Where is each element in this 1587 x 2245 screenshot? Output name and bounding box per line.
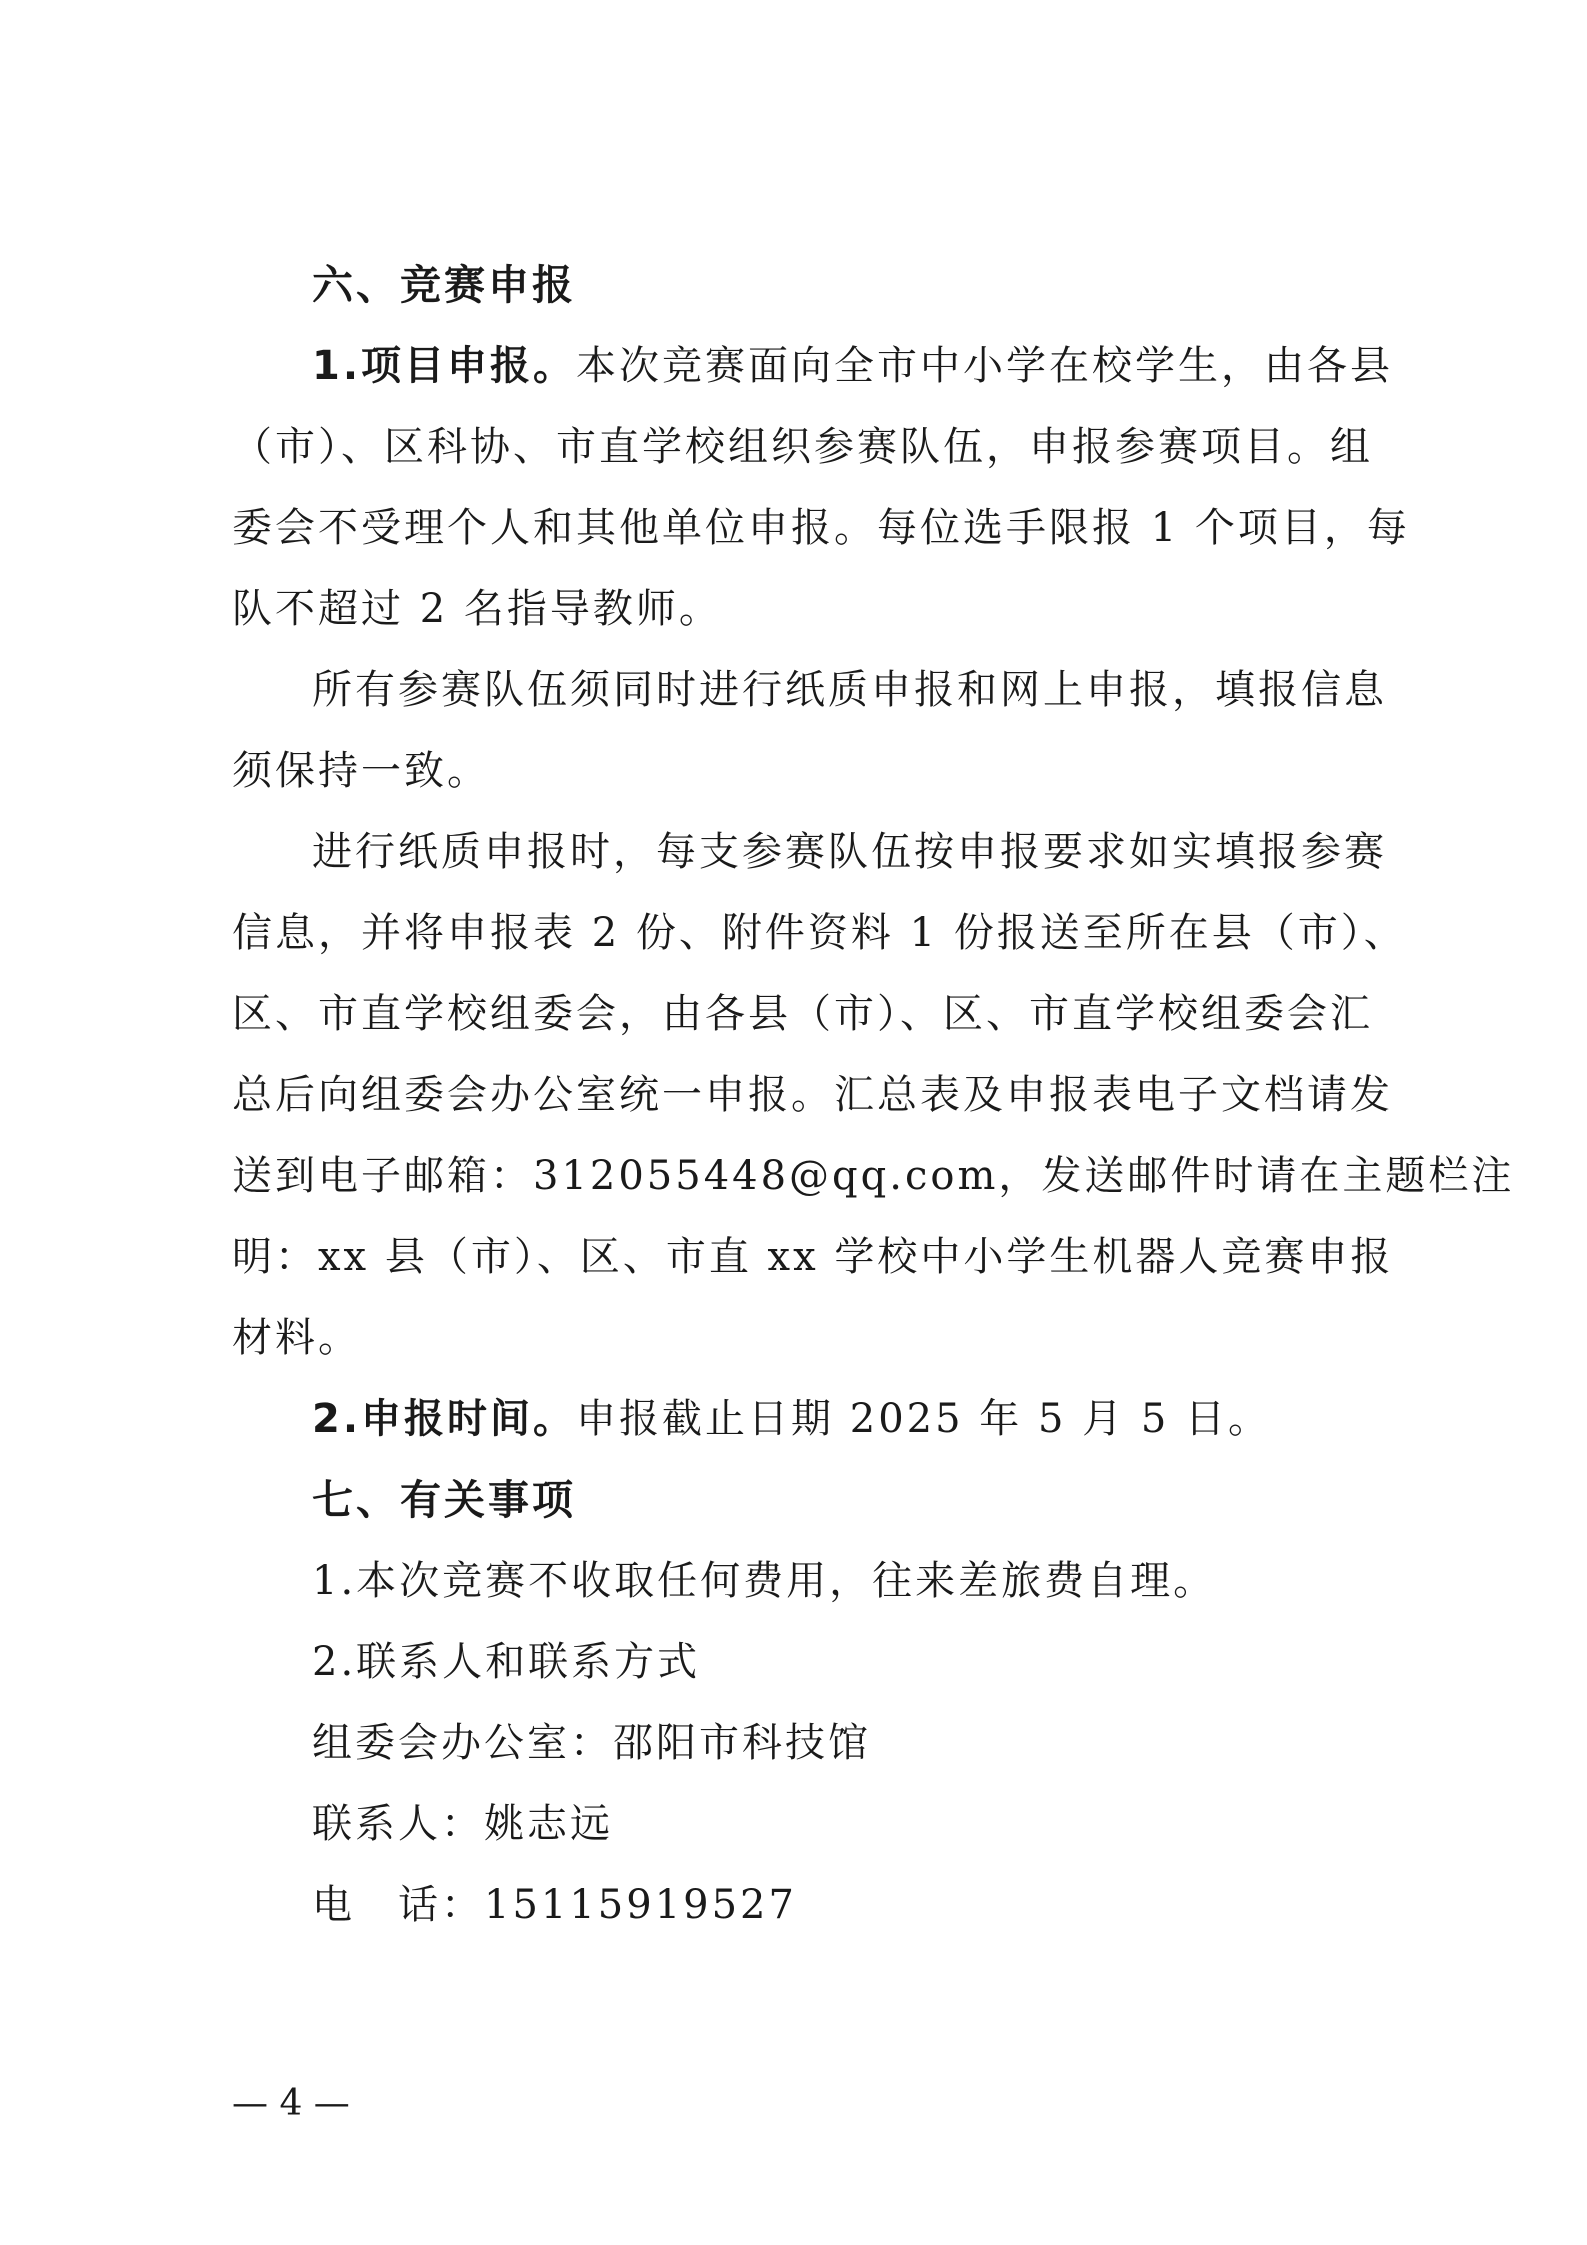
s7-item2: 2.联系人和联系方式 <box>312 1639 701 1685</box>
para2-line2: 须保持一致。 <box>232 748 490 794</box>
para3-line1: 进行纸质申报时，每支参赛队伍按申报要求如实填报参赛 <box>312 829 1387 875</box>
para3-line2: 信息，并将申报表 2 份、附件资料 1 份报送至所在县（市）、 <box>232 910 1407 956</box>
item1-line4: 队不超过 2 名指导教师。 <box>232 586 722 632</box>
item1-line1 <box>232 326 1394 407</box>
item1-label: 1.项目申报。 <box>312 343 577 389</box>
s7-office: 组委会办公室：邵阳市科技馆 <box>312 1720 871 1766</box>
para3-line6: 明：xx 县（市）、区、市直 xx 学校中小学生机器人竞赛申报 <box>232 1234 1394 1280</box>
section-6-heading: 六、竞赛申报 <box>312 261 576 309</box>
para3-line7: 材料。 <box>232 1315 361 1361</box>
document-body <box>232 245 1515 1946</box>
item1-text-l1: 本次竞赛面向全市中小学在校学生，由各县 <box>576 343 1394 389</box>
page-number: — 4 — <box>232 2083 350 2124</box>
para2-line1: 所有参赛队伍须同时进行纸质申报和网上申报，填报信息 <box>312 667 1387 713</box>
s7-phone: 电 话：15115919527 <box>312 1882 797 1928</box>
para3-line3: 区、市直学校组委会，由各县（市）、区、市直学校组委会汇 <box>232 991 1373 1037</box>
item1-line3: 委会不受理个人和其他单位申报。每位选手限报 1 个项目，每 <box>232 505 1410 551</box>
section-7-heading: 七、有关事项 <box>312 1476 576 1524</box>
item1-line2: （市）、区科协、市直学校组织参赛队伍，申报参赛项目。组 <box>232 424 1373 470</box>
item2-text: 申报截止日期 2025 年 5 月 5 日。 <box>576 1396 1272 1442</box>
s7-item1: 1.本次竞赛不收取任何费用，往来差旅费自理。 <box>312 1558 1217 1604</box>
para3-line5: 送到电子邮箱：312055448@qq.com，发送邮件时请在主题栏注 <box>232 1153 1515 1199</box>
s7-contact: 联系人：姚志远 <box>312 1801 613 1847</box>
item2-label: 2.申报时间。 <box>312 1396 577 1442</box>
item2-line <box>232 1379 1360 1460</box>
para3-line4: 总后向组委会办公室统一申报。汇总表及申报表电子文档请发 <box>232 1072 1393 1118</box>
